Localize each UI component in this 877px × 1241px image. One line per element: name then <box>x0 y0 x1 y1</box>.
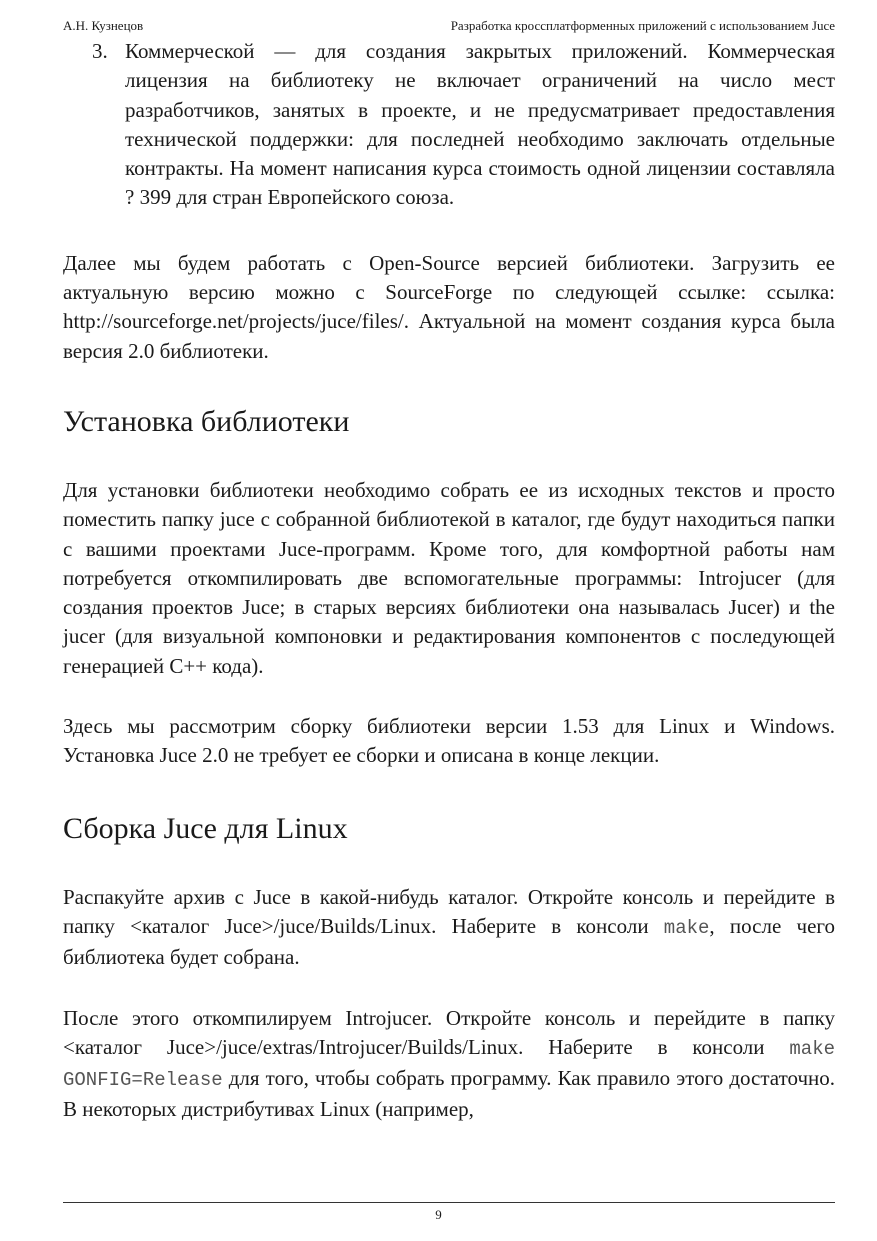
text-run: , после чего библиотека будет собрана. <box>63 913 835 970</box>
text-run: После этого откомпилируем Introjucer. Откройте консоль и перейдите в папку <каталог Juce>/juce/extras/Introjucer/Builds/Linux. Наберите в консоли <box>63 1005 835 1059</box>
code-make: make <box>663 916 710 939</box>
page-number: 9 <box>435 1207 442 1222</box>
header-course-title: Разработка кроссплатформенных приложений с использованием Juce <box>450 18 835 33</box>
footer-divider <box>63 1202 835 1203</box>
paragraph-linux-build <box>63 883 835 973</box>
license-list <box>63 37 835 213</box>
section-heading-linux: Сборка Juce для Linux <box>63 811 348 845</box>
text-run: для того, чтобы собрать программу. Как правило этого достаточно. В некоторых дистрибутивах Linux (например, <box>63 1066 835 1122</box>
code-make-release: make GONFIG=Release <box>63 1037 835 1092</box>
text-run: Распакуйте архив с Juce в какой-нибудь каталог. Откройте консоль и перейдите в папку <каталог Juce>/juce/Builds/Linux. Наберите в консоли <box>63 884 835 938</box>
page-header <box>63 17 835 35</box>
list-item <box>92 37 835 213</box>
page-content <box>63 37 835 1125</box>
header-author: А.Н. Кузнецов <box>63 18 144 33</box>
list-item-text: Коммерческой — для создания закрытых приложений. Коммерческая лицензия на библиотеку не включает ограничений на число мест разработчиков, занятых в проекте, и не предусматривает предоставления технической поддержки: для последней необходимо заключать отдельные контракты. На момент написания курса стоимость одной лицензии составляла ? 399 для стран Европейского союза. <box>125 39 835 210</box>
paragraph-install-versions: Здесь мы рассмотрим сборку библиотеки версии 1.53 для Linux и Windows. Установка Juce 2.0 не требует ее сборки и описана в конце лекции. <box>63 714 835 768</box>
paragraph-install-intro: Для установки библиотеки необходимо собрать ее из исходных текстов и просто поместить папку juce с собранной библиотекой в каталог, где будут находиться папки с вашими проектами Juce-программ. Кроме того, для комфортной работы нам потребуется откомпилировать две вспомогательные программы: Introjucer (для создания проектов Juce; в старых версиях библиотеки она называлась Jucer) и the jucer (для визуальной компоновки и редактирования компонентов с последующей генерацией С++ кода). <box>63 477 835 678</box>
paragraph-open-source: Далее мы будем работать с Open-Source версией библиотеки. Загрузить ее актуальную версию можно с SourceForge по следующей ссылке: ссылка: http://sourceforge.net/projects/juce/files/. Актуальной на момент создания курса была версия 2.0 библиотеки. <box>63 250 835 363</box>
section-heading-install: Установка библиотеки <box>63 404 350 438</box>
list-item-number: 3. <box>92 39 108 63</box>
paragraph-introjucer-build <box>63 1004 835 1125</box>
